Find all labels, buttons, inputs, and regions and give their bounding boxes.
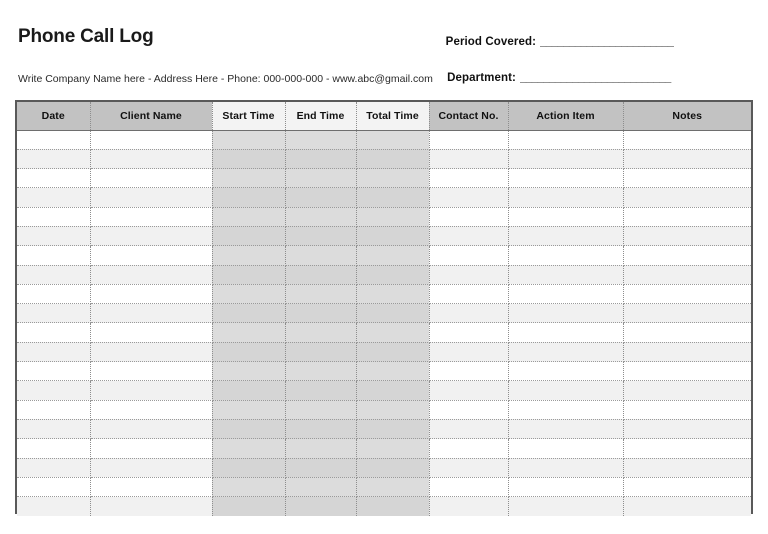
- cell-end[interactable]: [285, 226, 356, 245]
- cell-end[interactable]: [285, 458, 356, 477]
- cell-total[interactable]: [356, 477, 429, 496]
- table-row: [17, 226, 751, 245]
- column-header-total-time[interactable]: Total Time: [356, 102, 429, 130]
- cell-notes[interactable]: [623, 419, 751, 438]
- cell-action[interactable]: [508, 439, 623, 458]
- table-row: [17, 265, 751, 284]
- cell-action[interactable]: [508, 130, 623, 149]
- cell-contact[interactable]: [429, 284, 508, 303]
- cell-total[interactable]: [356, 246, 429, 265]
- cell-end[interactable]: [285, 304, 356, 323]
- cell-end[interactable]: [285, 246, 356, 265]
- cell-action[interactable]: [508, 226, 623, 245]
- table-row: [17, 342, 751, 361]
- cell-notes[interactable]: [623, 226, 751, 245]
- table-row: [17, 169, 751, 188]
- table-row: [17, 149, 751, 168]
- cell-total[interactable]: [356, 284, 429, 303]
- cell-contact[interactable]: [429, 342, 508, 361]
- cell-client[interactable]: [90, 304, 212, 323]
- cell-notes[interactable]: [623, 362, 751, 381]
- cell-client[interactable]: [90, 458, 212, 477]
- table-row: [17, 188, 751, 207]
- cell-date[interactable]: [17, 419, 90, 438]
- cell-total[interactable]: [356, 381, 429, 400]
- cell-notes[interactable]: [623, 188, 751, 207]
- cell-end[interactable]: [285, 149, 356, 168]
- cell-notes[interactable]: [623, 169, 751, 188]
- cell-end[interactable]: [285, 362, 356, 381]
- column-header-end-time[interactable]: End Time: [285, 102, 356, 130]
- cell-date[interactable]: [17, 265, 90, 284]
- cell-end[interactable]: [285, 342, 356, 361]
- cell-contact[interactable]: [429, 207, 508, 226]
- cell-action[interactable]: [508, 323, 623, 342]
- table-body: [17, 130, 751, 516]
- cell-date[interactable]: [17, 130, 90, 149]
- cell-date[interactable]: [17, 246, 90, 265]
- call-log-table-container: [15, 100, 753, 514]
- cell-start[interactable]: [212, 226, 285, 245]
- cell-end[interactable]: [285, 381, 356, 400]
- cell-action[interactable]: [508, 149, 623, 168]
- company-info-line: Write Company Name here - Address Here - Phone: 000-000-000 - www.abc@gmail.com: [18, 73, 433, 85]
- cell-notes[interactable]: [623, 497, 751, 516]
- cell-total[interactable]: [356, 439, 429, 458]
- cell-notes[interactable]: [623, 323, 751, 342]
- cell-total[interactable]: [356, 419, 429, 438]
- period-covered-blank-line[interactable]: _______________________: [540, 36, 674, 48]
- cell-date[interactable]: [17, 169, 90, 188]
- column-header-date[interactable]: Date: [17, 102, 90, 130]
- cell-total[interactable]: [356, 207, 429, 226]
- cell-end[interactable]: [285, 400, 356, 419]
- table-row: [17, 284, 751, 303]
- cell-end[interactable]: [285, 188, 356, 207]
- cell-start[interactable]: [212, 400, 285, 419]
- column-header-action-item[interactable]: Action Item: [508, 102, 623, 130]
- table-row: [17, 381, 751, 400]
- cell-contact[interactable]: [429, 169, 508, 188]
- cell-action[interactable]: [508, 304, 623, 323]
- cell-action[interactable]: [508, 381, 623, 400]
- cell-action[interactable]: [508, 419, 623, 438]
- cell-client[interactable]: [90, 439, 212, 458]
- table-row: [17, 304, 751, 323]
- cell-end[interactable]: [285, 477, 356, 496]
- cell-start[interactable]: [212, 207, 285, 226]
- cell-action[interactable]: [508, 458, 623, 477]
- cell-total[interactable]: [356, 149, 429, 168]
- cell-end[interactable]: [285, 207, 356, 226]
- cell-total[interactable]: [356, 342, 429, 361]
- table-row: [17, 400, 751, 419]
- cell-notes[interactable]: [623, 477, 751, 496]
- cell-total[interactable]: [356, 497, 429, 516]
- cell-start[interactable]: [212, 246, 285, 265]
- cell-total[interactable]: [356, 362, 429, 381]
- table-row: [17, 477, 751, 496]
- cell-start[interactable]: [212, 169, 285, 188]
- cell-notes[interactable]: [623, 130, 751, 149]
- cell-end[interactable]: [285, 284, 356, 303]
- cell-contact[interactable]: [429, 400, 508, 419]
- cell-notes[interactable]: [623, 304, 751, 323]
- cell-contact[interactable]: [429, 265, 508, 284]
- cell-action[interactable]: [508, 265, 623, 284]
- cell-end[interactable]: [285, 130, 356, 149]
- cell-action[interactable]: [508, 400, 623, 419]
- call-log-table: [17, 102, 751, 516]
- cell-start[interactable]: [212, 381, 285, 400]
- cell-date[interactable]: [17, 362, 90, 381]
- cell-start[interactable]: [212, 265, 285, 284]
- cell-date[interactable]: [17, 188, 90, 207]
- cell-client[interactable]: [90, 419, 212, 438]
- cell-client[interactable]: [90, 130, 212, 149]
- cell-contact[interactable]: [429, 323, 508, 342]
- cell-date[interactable]: [17, 304, 90, 323]
- cell-date[interactable]: [17, 207, 90, 226]
- cell-start[interactable]: [212, 304, 285, 323]
- cell-contact[interactable]: [429, 130, 508, 149]
- cell-total[interactable]: [356, 226, 429, 245]
- table-row: [17, 458, 751, 477]
- cell-start[interactable]: [212, 130, 285, 149]
- column-header-client-name[interactable]: Client Name: [90, 102, 212, 130]
- cell-client[interactable]: [90, 381, 212, 400]
- cell-start[interactable]: [212, 188, 285, 207]
- cell-contact[interactable]: [429, 419, 508, 438]
- cell-client[interactable]: [90, 246, 212, 265]
- cell-notes[interactable]: [623, 439, 751, 458]
- table-row: [17, 323, 751, 342]
- cell-end[interactable]: [285, 169, 356, 188]
- cell-notes[interactable]: [623, 149, 751, 168]
- department-label: Department:: [447, 72, 516, 84]
- cell-action[interactable]: [508, 188, 623, 207]
- cell-client[interactable]: [90, 362, 212, 381]
- cell-action[interactable]: [508, 497, 623, 516]
- cell-total[interactable]: [356, 188, 429, 207]
- table-header: [17, 102, 751, 130]
- cell-notes[interactable]: [623, 342, 751, 361]
- cell-contact[interactable]: [429, 226, 508, 245]
- cell-date[interactable]: [17, 497, 90, 516]
- cell-client[interactable]: [90, 265, 212, 284]
- cell-date[interactable]: [17, 323, 90, 342]
- cell-client[interactable]: [90, 497, 212, 516]
- cell-action[interactable]: [508, 284, 623, 303]
- cell-action[interactable]: [508, 342, 623, 361]
- cell-contact[interactable]: [429, 246, 508, 265]
- department-blank-line[interactable]: __________________________: [520, 72, 671, 84]
- column-header-start-time[interactable]: Start Time: [212, 102, 285, 130]
- cell-action[interactable]: [508, 362, 623, 381]
- cell-client[interactable]: [90, 342, 212, 361]
- period-covered-label: Period Covered:: [445, 36, 536, 48]
- cell-end[interactable]: [285, 439, 356, 458]
- column-header-notes[interactable]: Notes: [623, 102, 751, 130]
- cell-contact[interactable]: [429, 497, 508, 516]
- cell-client[interactable]: [90, 400, 212, 419]
- cell-date[interactable]: [17, 381, 90, 400]
- cell-notes[interactable]: [623, 284, 751, 303]
- cell-action[interactable]: [508, 477, 623, 496]
- cell-start[interactable]: [212, 439, 285, 458]
- cell-contact[interactable]: [429, 477, 508, 496]
- table-row: [17, 130, 751, 149]
- cell-end[interactable]: [285, 323, 356, 342]
- cell-date[interactable]: [17, 284, 90, 303]
- table-row: [17, 497, 751, 516]
- cell-start[interactable]: [212, 342, 285, 361]
- cell-notes[interactable]: [623, 246, 751, 265]
- period-covered-field[interactable]: [446, 36, 754, 48]
- cell-notes[interactable]: [623, 265, 751, 284]
- table-row: [17, 246, 751, 265]
- cell-total[interactable]: [356, 169, 429, 188]
- cell-client[interactable]: [90, 149, 212, 168]
- cell-date[interactable]: [17, 477, 90, 496]
- cell-client[interactable]: [90, 188, 212, 207]
- cell-contact[interactable]: [429, 362, 508, 381]
- cell-notes[interactable]: [623, 207, 751, 226]
- document-header: [0, 0, 768, 96]
- cell-client[interactable]: [90, 207, 212, 226]
- cell-start[interactable]: [212, 323, 285, 342]
- cell-notes[interactable]: [623, 400, 751, 419]
- cell-contact[interactable]: [429, 188, 508, 207]
- cell-action[interactable]: [508, 207, 623, 226]
- cell-contact[interactable]: [429, 149, 508, 168]
- cell-start[interactable]: [212, 458, 285, 477]
- table-row: [17, 362, 751, 381]
- cell-client[interactable]: [90, 323, 212, 342]
- cell-contact[interactable]: [429, 439, 508, 458]
- cell-start[interactable]: [212, 497, 285, 516]
- cell-start[interactable]: [212, 362, 285, 381]
- cell-notes[interactable]: [623, 458, 751, 477]
- table-row: [17, 439, 751, 458]
- cell-contact[interactable]: [429, 458, 508, 477]
- cell-start[interactable]: [212, 284, 285, 303]
- cell-action[interactable]: [508, 246, 623, 265]
- cell-total[interactable]: [356, 458, 429, 477]
- cell-client[interactable]: [90, 226, 212, 245]
- cell-total[interactable]: [356, 400, 429, 419]
- cell-start[interactable]: [212, 149, 285, 168]
- cell-total[interactable]: [356, 304, 429, 323]
- cell-date[interactable]: [17, 400, 90, 419]
- cell-end[interactable]: [285, 265, 356, 284]
- cell-end[interactable]: [285, 419, 356, 438]
- cell-contact[interactable]: [429, 381, 508, 400]
- cell-date[interactable]: [17, 458, 90, 477]
- cell-client[interactable]: [90, 477, 212, 496]
- cell-action[interactable]: [508, 169, 623, 188]
- page-title: Phone Call Log: [18, 26, 154, 47]
- cell-total[interactable]: [356, 130, 429, 149]
- cell-contact[interactable]: [429, 304, 508, 323]
- table-row: [17, 207, 751, 226]
- cell-client[interactable]: [90, 169, 212, 188]
- cell-date[interactable]: [17, 226, 90, 245]
- cell-date[interactable]: [17, 439, 90, 458]
- cell-date[interactable]: [17, 149, 90, 168]
- cell-total[interactable]: [356, 265, 429, 284]
- cell-end[interactable]: [285, 497, 356, 516]
- cell-start[interactable]: [212, 477, 285, 496]
- table-header-row: [17, 102, 751, 130]
- cell-notes[interactable]: [623, 381, 751, 400]
- cell-start[interactable]: [212, 419, 285, 438]
- department-field[interactable]: [447, 72, 754, 84]
- table-row: [17, 419, 751, 438]
- cell-date[interactable]: [17, 342, 90, 361]
- column-header-contact-no[interactable]: Contact No.: [429, 102, 508, 130]
- cell-total[interactable]: [356, 323, 429, 342]
- cell-client[interactable]: [90, 284, 212, 303]
